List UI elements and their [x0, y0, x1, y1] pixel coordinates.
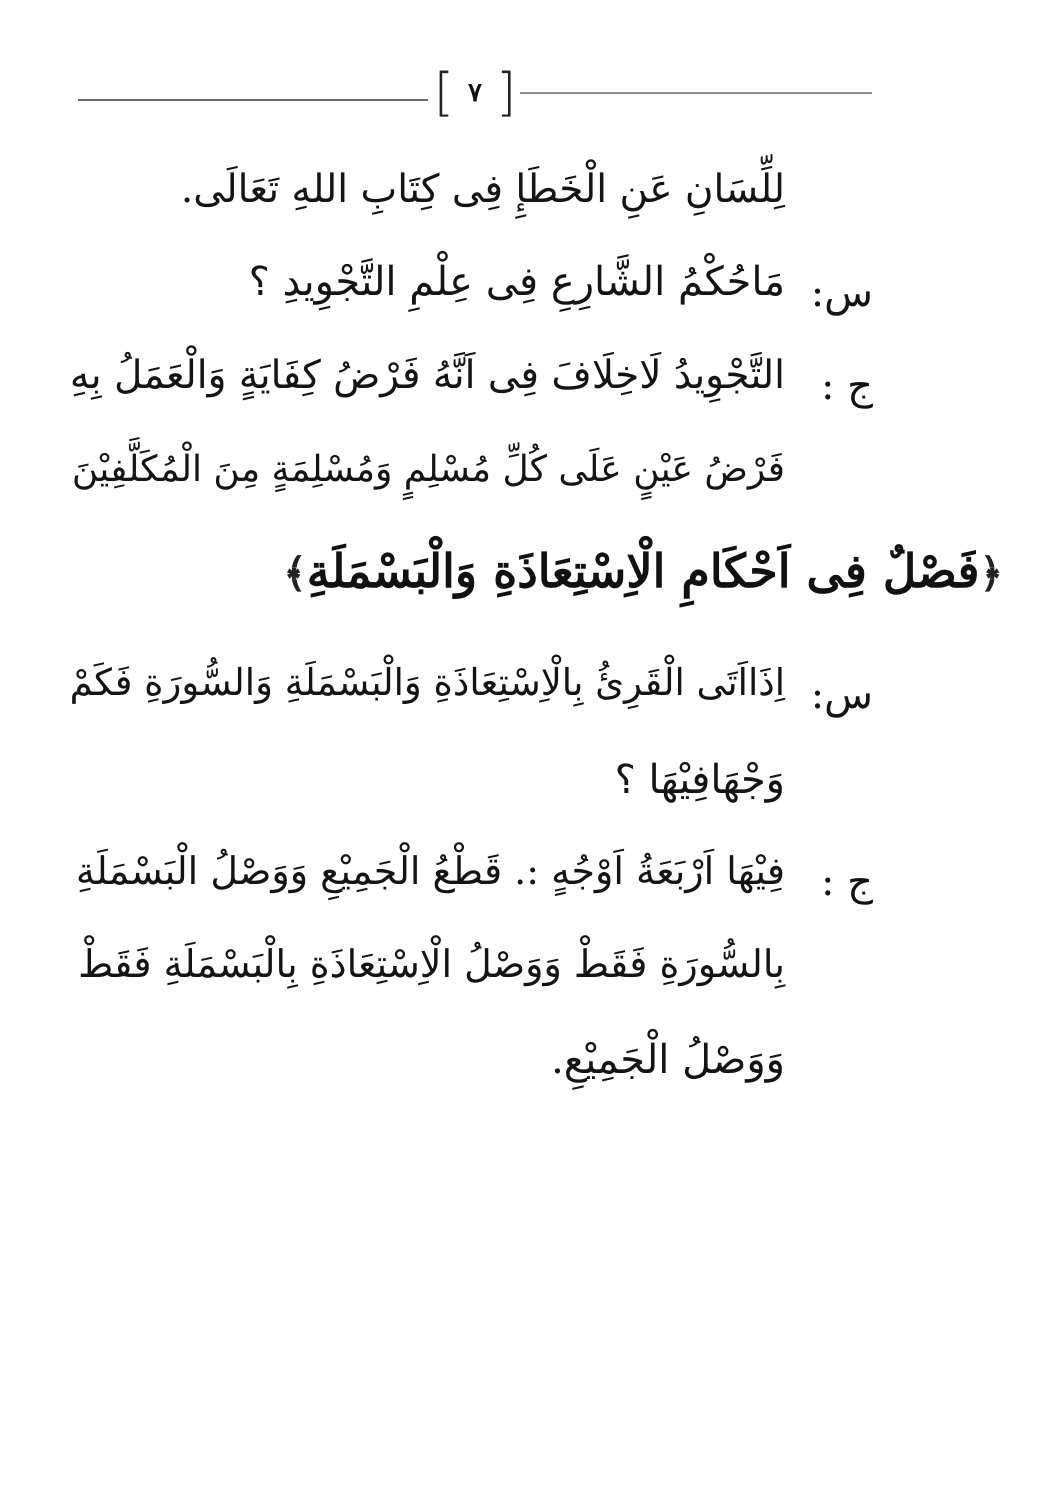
section-heading [283, 544, 1003, 598]
bracket-right-icon: ] [495, 63, 517, 123]
answer-1-line-2: فَرْضُ عَيْنٍ عَلَى كُلِّ مُسْلِمٍ وَمُسْلِمَةٍ مِنَ الْمُكَلَّفِيْنَ [71, 449, 785, 490]
answer-1-line-1: التَّجْوِيدُ لَاخِلَافَ فِى اَنَّهُ فَرْضُ كِفَايَةٍ وَالْعَمَلُ بِهِ [69, 353, 785, 398]
answer-label: ج : [820, 859, 873, 905]
bracket-left-icon: [ [433, 63, 455, 123]
section-heading-text: فَصْلٌ فِى اَحْكَامِ الْاِسْتِعَاذَةِ وَالْبَسْمَلَةِ [306, 544, 980, 598]
question-1: مَاحُكْمُ الشَّارِعِ فِى عِلْمِ التَّجْوِيدِ ؟ [248, 259, 785, 305]
text-line-1: لِلِّسَانِ عَنِ الْخَطَإِ فِى كِتَابِ اللهِ تَعَالَى. [180, 167, 785, 212]
question-2-line-1: اِذَااَتَى الْقَرِئُ بِالْاِسْتِعَاذَةِ وَالْبَسْمَلَةِ وَالسُّورَةِ فَكَمْ [69, 661, 785, 704]
answer-2-line-1: فِيْهَا اَرْبَعَةُ اَوْجُهٍ :. قَطْعُ الْجَمِيْعِ وَوَصْلُ الْبَسْمَلَةِ [75, 849, 785, 893]
header-rule-right [520, 92, 872, 94]
answer-2-line-2: بِالسُّورَةِ فَقَطْ وَوَصْلُ الْاِسْتِعَاذَةِ بِالْبَسْمَلَةِ فَقَطْ [78, 942, 785, 986]
question-label: س: [810, 672, 873, 718]
page-number-frame [432, 62, 518, 124]
answer-2-line-3: وَوَصْلُ الْجَمِيْعِ. [551, 1037, 785, 1083]
ornament-open-icon: ﴿ [979, 551, 1003, 597]
page-number: ٧ [468, 78, 482, 108]
ornament-close-icon: ﴾ [283, 551, 307, 597]
question-2-line-2: وَجْهَافِيْهَا ؟ [614, 757, 785, 803]
question-label: س: [810, 270, 873, 316]
header-rule-left [78, 99, 428, 101]
answer-label: ج : [820, 363, 873, 409]
